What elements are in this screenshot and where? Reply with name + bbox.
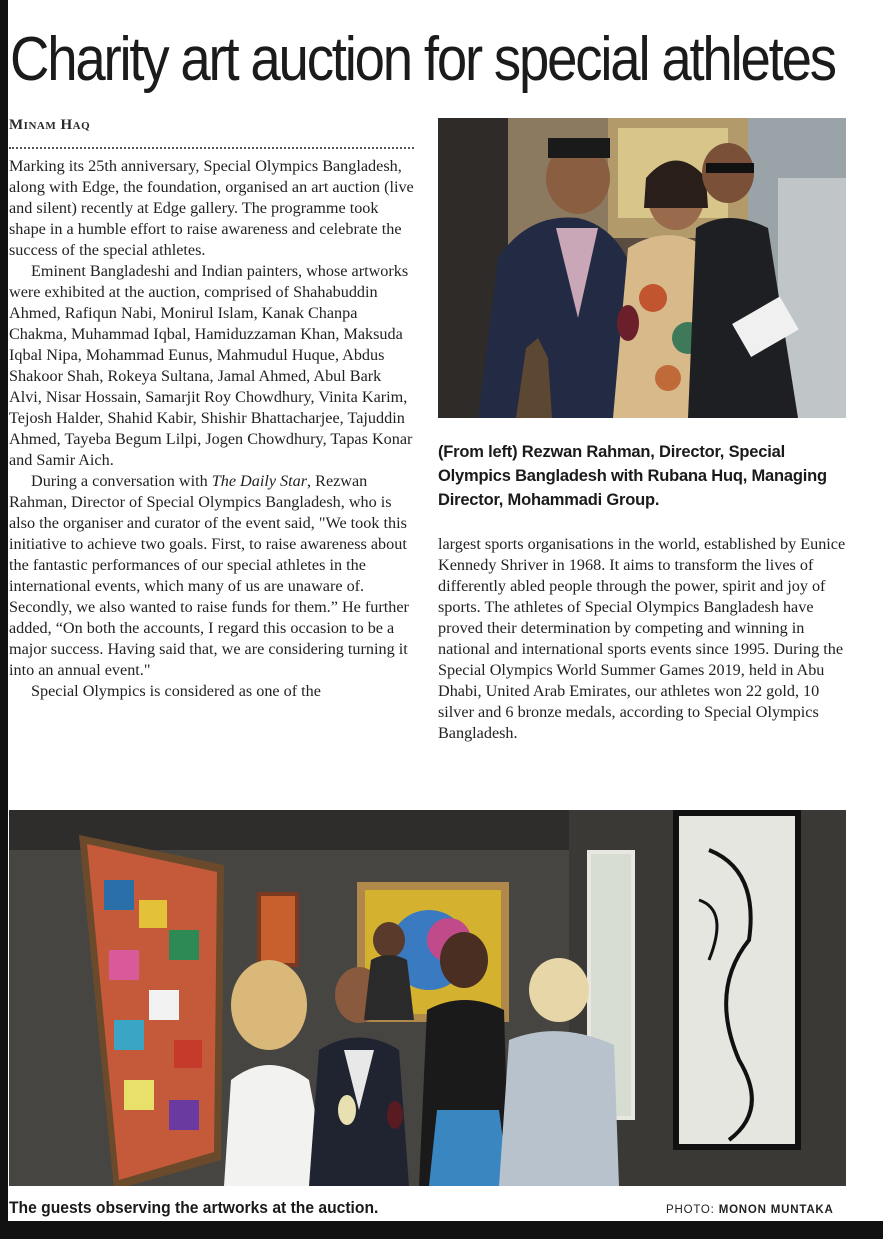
headline: Charity art auction for special athletes — [10, 25, 835, 94]
byline: Minam Haq — [9, 117, 91, 133]
photo-officials — [438, 118, 846, 418]
paragraph-3-rest: , Rezwan Rahman, Director of Special Olympics Bangladesh, who is also the organiser and curator of the event said, "We took this initiative to achieve two goals. First, to raise awareness about the fantastic performances of our special athletes in the international events, which many of us are unaware of. Secondly, we also wanted to raise funds for them.” He further added, “On both the accounts, I regard this occasion to be a major success. Having said that, we are considering turning it into an annual event." — [9, 472, 409, 679]
paragraph-3 — [9, 471, 417, 681]
photo-credit-label: PHOTO: — [666, 1204, 715, 1216]
paragraph-2: Eminent Bangladeshi and Indian painters, whose artworks were exhibited at the auction, comprised of Shahabuddin Ahmed, Rafiqun Nabi, Monirul Islam, Kanak Chanpa Chakma, Muhammad Iqbal, Hamiduzzaman Khan, Maksuda Iqbal Nipa, Mohammad Eunus, Mahmudul Huque, Abdus Shakoor Shah, Rokeya Sultana, Jamal Ahmed, Abul Bark Alvi, Nisar Hossain, Samarjit Roy Chowdhury, Vinita Karim, Tejosh Halder, Shahid Kabir, Shishir Bhattacharjee, Tajuddin Ahmed, Tayeba Begum Lilpi, Jogen Chowdhury, Tapas Konar and Samir Aich. — [9, 262, 413, 469]
paragraph-5: largest sports organisations in the world, established by Eunice Kennedy Shriver in 1968. It aims to transform the lives of differently abled people through the power, spirit and joy of sports. The athletes of Special Olympics Bangladesh have proved their determination by competing and winning in national and international sports events since 1995. During the Special Olympics World Summer Games 2019, held in Abu Dhabi, United Arab Emirates, our athletes won 22 gold, 10 silver and 6 bronze medals, according to Special Olympics Bangladesh. — [438, 535, 846, 742]
photo-credit-name: MONON MUNTAKA — [718, 1204, 834, 1216]
photo-gallery-caption: The guests observing the artworks at the auction. — [9, 1198, 379, 1217]
publication-name: The Daily Star — [211, 472, 308, 490]
photo-officials-illustration — [438, 118, 846, 418]
left-border-bar — [0, 0, 8, 1239]
right-margin — [852, 0, 883, 1239]
article-column-2 — [438, 534, 848, 744]
paragraph-1: Marking its 25th anniversary, Special Olympics Bangladesh, along with Edge, the foundation, organised an art auction (live and silent) recently at Edge gallery. The programme took shape in a humble effort to raise awareness and celebrate the success of the special athletes. — [9, 157, 414, 259]
photo-gallery-guests — [9, 810, 846, 1186]
paragraph-3-start: During a conversation with — [31, 472, 212, 490]
photo-credit — [666, 1204, 834, 1216]
article-column-1 — [9, 156, 417, 702]
byline-divider — [9, 147, 414, 149]
paragraph-4: Special Olympics is considered as one of the — [31, 682, 321, 700]
bottom-border-bar — [0, 1221, 883, 1239]
photo-gallery-illustration — [9, 810, 846, 1186]
photo-officials-caption: (From left) Rezwan Rahman, Director, Special Olympics Bangladesh with Rubana Huq, Managing Director, Mohammadi Group. — [438, 443, 827, 509]
